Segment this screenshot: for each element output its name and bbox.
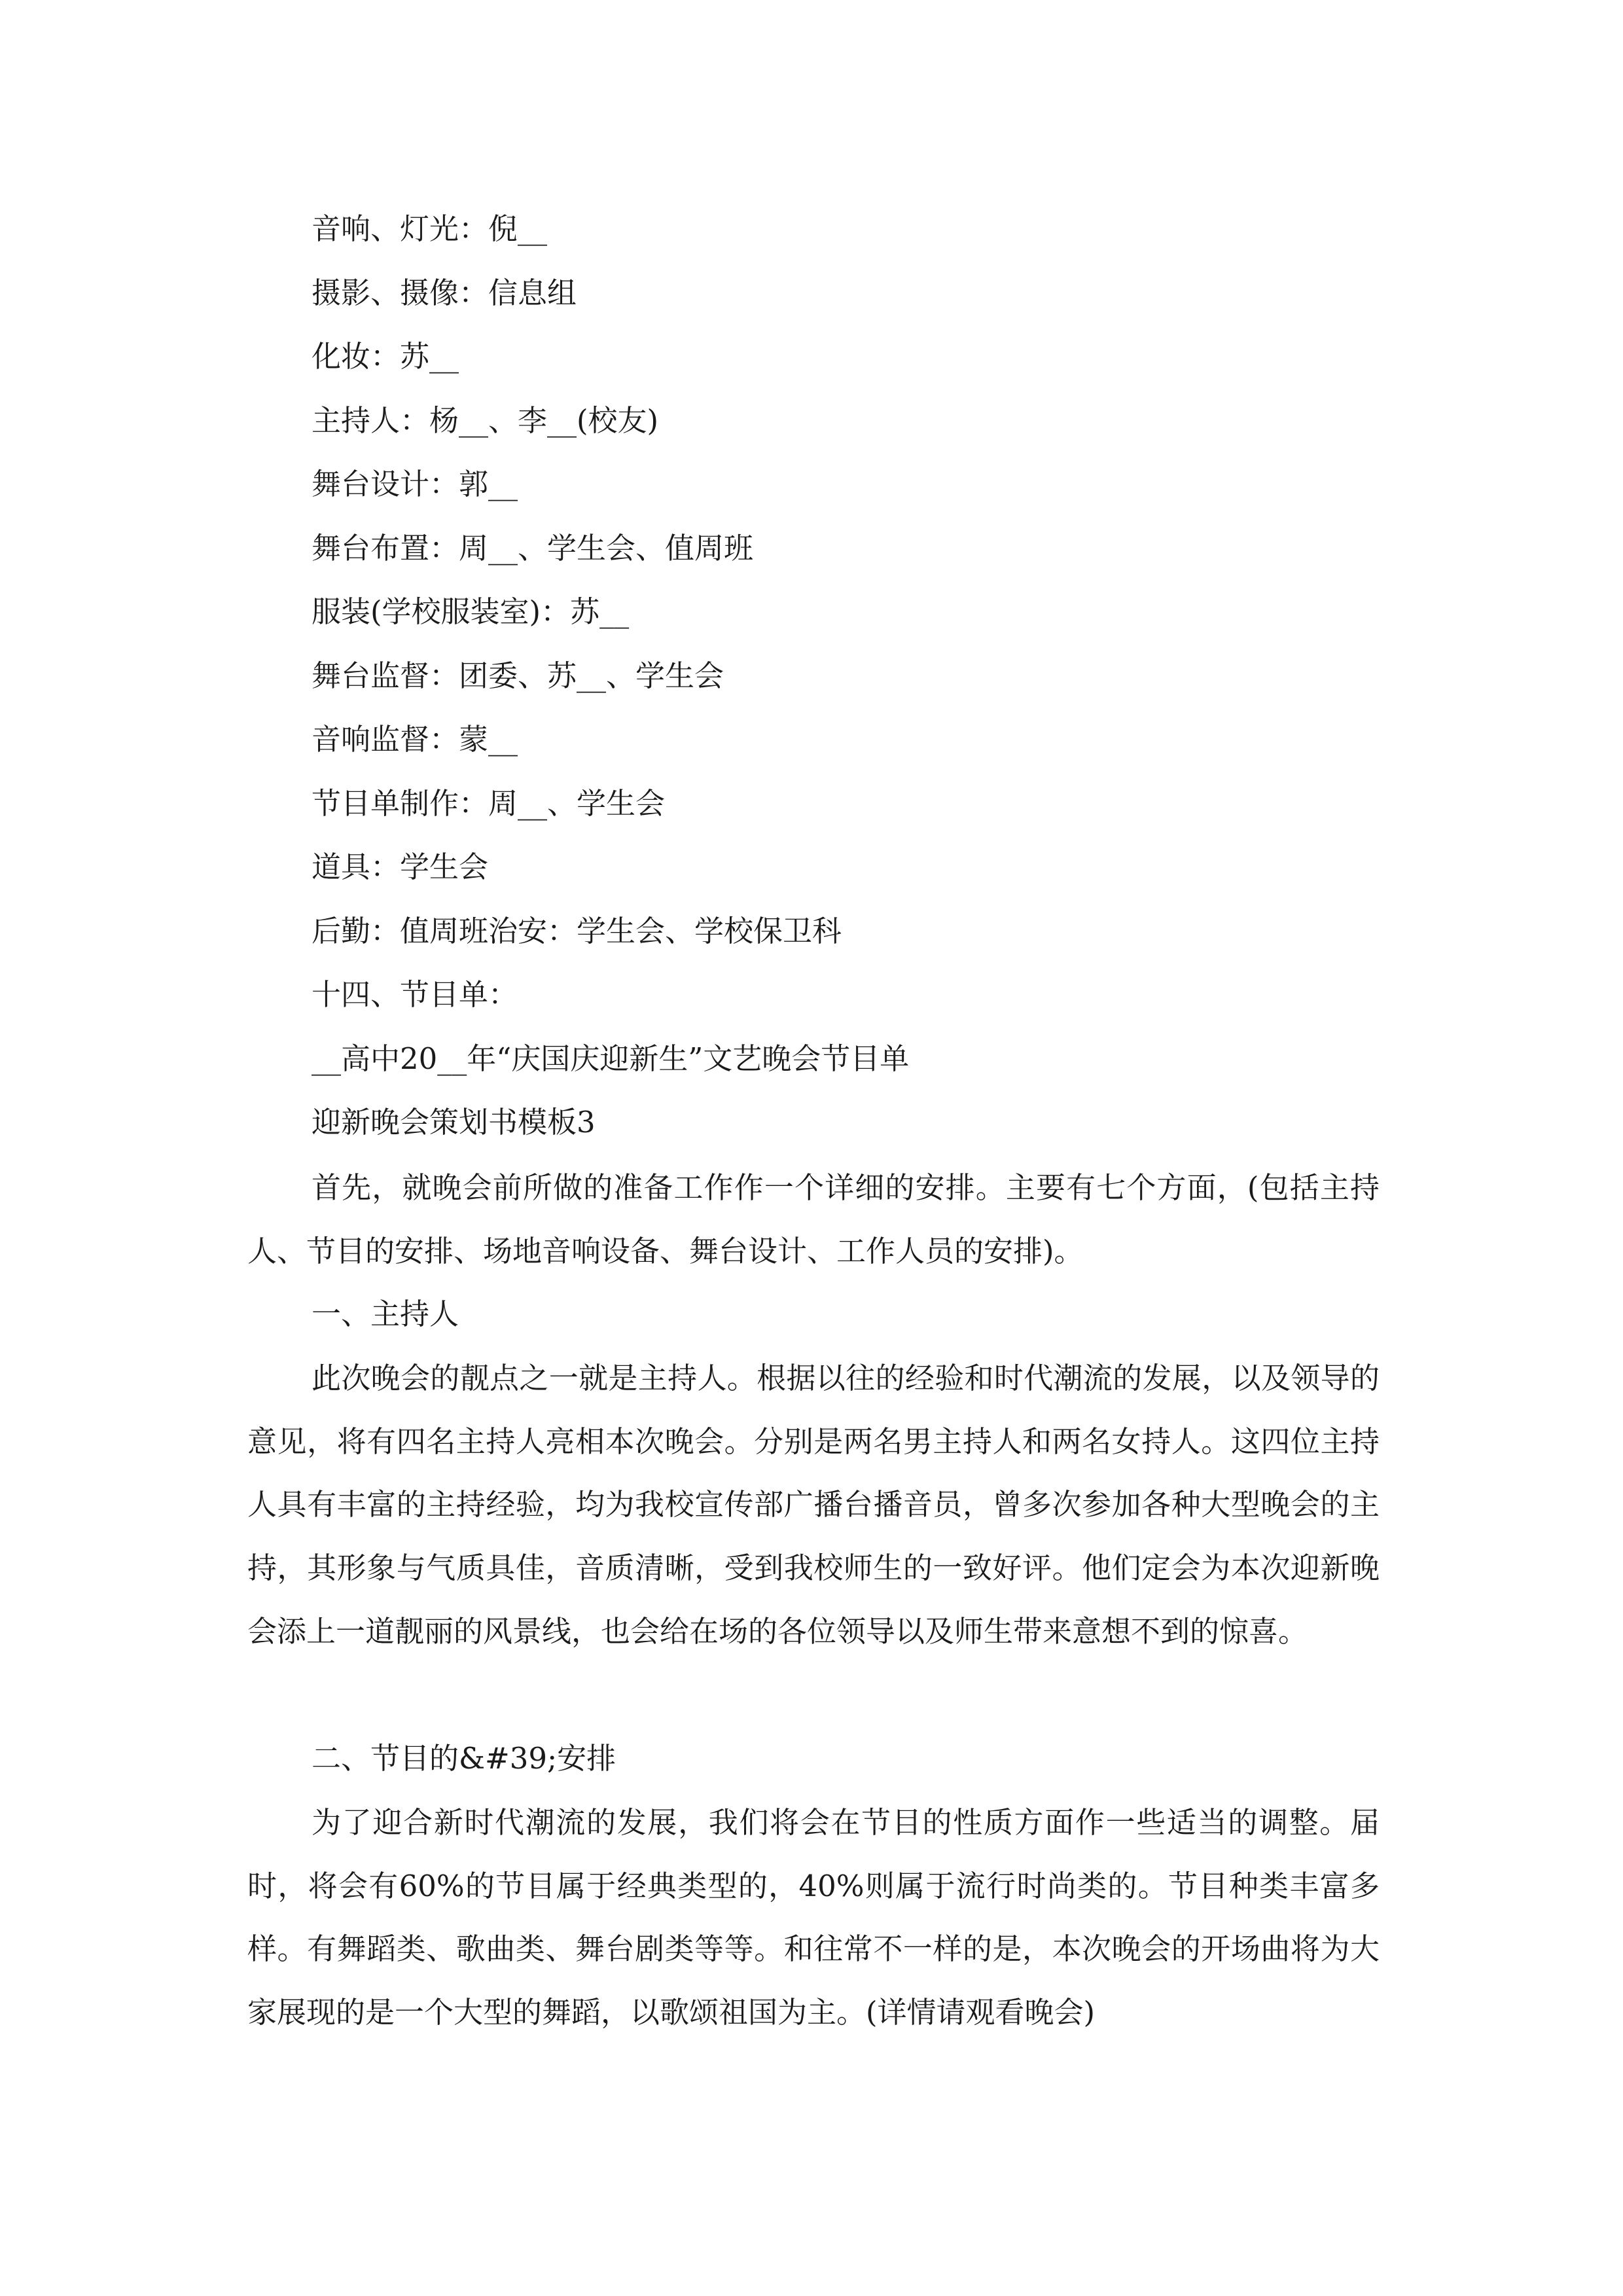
- intro-paragraph: 首先，就晚会前所做的准备工作作一个详细的安排。主要有七个方面，(包括主持人、节目的安排、场地音响设备、舞台设计、工作人员的安排)。: [247, 1170, 1380, 1268]
- program-title: __高中20__年“庆国庆迎新生”文艺晚会节目单: [312, 1041, 910, 1076]
- section-14-heading: 十四、节目单：: [312, 977, 518, 1012]
- staff-line-stage-design: 舞台设计：郭__: [312, 467, 518, 501]
- staff-line-program-production: 节目单制作：周__、学生会: [312, 786, 666, 821]
- staff-line-sound-supervision: 音响监督：蒙__: [312, 722, 518, 757]
- staff-line-photography: 摄影、摄像：信息组: [312, 276, 577, 310]
- staff-line-logistics: 后勤：值周班治安：学生会、学校保卫科: [312, 914, 842, 948]
- staff-line-stage-supervision: 舞台监督：团委、苏__、学生会: [312, 658, 724, 693]
- staff-line-makeup: 化妆：苏__: [312, 339, 459, 374]
- staff-line-stage-setup: 舞台布置：周__、学生会、值周班: [312, 531, 754, 565]
- section-1-paragraph: 此次晚会的靓点之一就是主持人。根据以往的经验和时代潮流的发展，以及领导的意见，将有四名主持人亮相本次晚会。分别是两名男主持人和两名女持人。这四位主持人具有丰富的主持经验，均为我校宣传部广播台播音员，曾多次参加各种大型晚会的主持，其形象与气质具佳，音质清晰，受到我校师生的一致好评。他们定会为本次迎新晚会添上一道靓丽的风景线，也会给在场的各位领导以及师生带来意想不到的惊喜。: [247, 1361, 1380, 1649]
- staff-line-costume: 服装(学校服装室)：苏__: [312, 594, 630, 629]
- staff-line-sound-lighting: 音响、灯光：倪__: [312, 211, 548, 246]
- section-1-heading: 一、主持人: [312, 1297, 459, 1331]
- section-2-paragraph: 为了迎合新时代潮流的发展，我们将会在节目的性质方面作一些适当的调整。届时，将会有60%的节目属于经典类型的，40%则属于流行时尚类的。节目种类丰富多样。有舞蹈类、歌曲类、舞台剧类等等。和往常不一样的是，本次晚会的开场曲将为大家展现的是一个大型的舞蹈，以歌颂祖国为主。(详情请观看晚会): [247, 1805, 1380, 2030]
- template-title: 迎新晚会策划书模板3: [312, 1105, 596, 1139]
- staff-line-props: 道具：学生会: [312, 850, 489, 884]
- section-2-heading: 二、节目的&#39;安排: [312, 1741, 616, 1776]
- staff-line-hosts: 主持人：杨__、李__(校友): [312, 403, 659, 438]
